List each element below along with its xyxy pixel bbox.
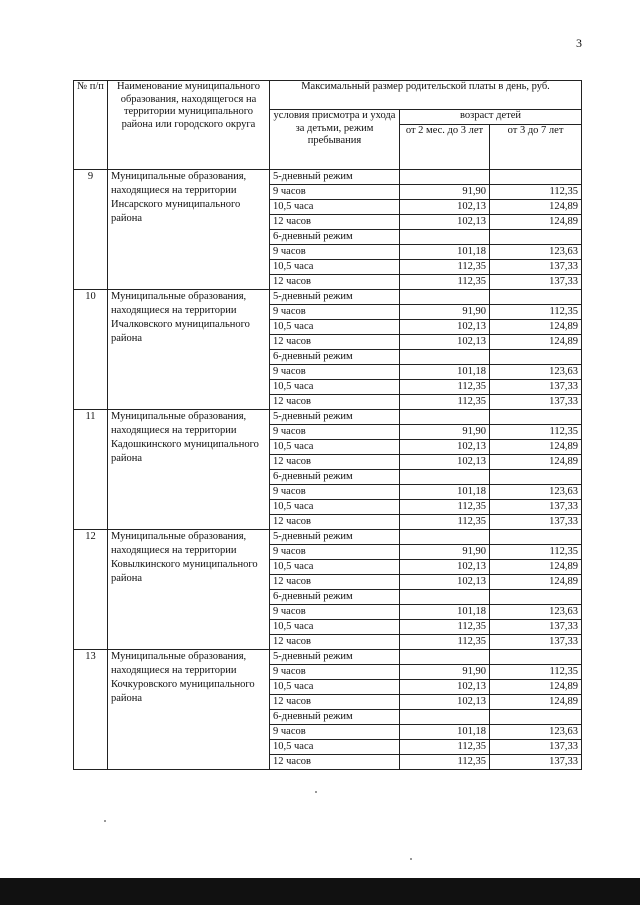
- row-number: 10: [74, 290, 108, 410]
- mode-row: [74, 170, 582, 185]
- fee-under-3-cell: 101,18: [400, 245, 490, 260]
- mode-row: [74, 290, 582, 305]
- fee-under-3-cell: 101,18: [400, 605, 490, 620]
- fee-under-3-cell: 112,35: [400, 515, 490, 530]
- fee-under-3-cell: 112,35: [400, 500, 490, 515]
- scan-speck: [410, 858, 412, 860]
- fee-under-3-cell: 91,90: [400, 425, 490, 440]
- mode-label: 6-дневный режим: [270, 230, 400, 245]
- empty-cell: [490, 350, 582, 365]
- table-body: [74, 170, 582, 770]
- empty-cell: [490, 590, 582, 605]
- condition-cell: 9 часов: [270, 305, 400, 320]
- fee-3-to-7-cell: 124,89: [490, 695, 582, 710]
- fee-3-to-7-cell: 123,63: [490, 365, 582, 380]
- row-number: 9: [74, 170, 108, 290]
- fee-under-3-cell: 112,35: [400, 380, 490, 395]
- mode-label: 5-дневный режим: [270, 170, 400, 185]
- mode-label: 5-дневный режим: [270, 410, 400, 425]
- condition-cell: 12 часов: [270, 515, 400, 530]
- fee-under-3-cell: 102,13: [400, 200, 490, 215]
- fee-under-3-cell: 102,13: [400, 215, 490, 230]
- row-number: 12: [74, 530, 108, 650]
- header-conditions: условия присмотра и ухода за детьми, режим пребывания: [270, 110, 400, 170]
- fee-under-3-cell: 112,35: [400, 620, 490, 635]
- scan-speck: [104, 820, 106, 822]
- fee-3-to-7-cell: 123,63: [490, 605, 582, 620]
- header-age: возраст детей: [400, 110, 582, 125]
- fee-under-3-cell: 101,18: [400, 725, 490, 740]
- fee-under-3-cell: 102,13: [400, 560, 490, 575]
- fee-3-to-7-cell: 112,35: [490, 305, 582, 320]
- empty-cell: [400, 710, 490, 725]
- mode-label: 5-дневный режим: [270, 530, 400, 545]
- condition-cell: 9 часов: [270, 425, 400, 440]
- fee-under-3-cell: 91,90: [400, 305, 490, 320]
- condition-cell: 10,5 часа: [270, 380, 400, 395]
- empty-cell: [490, 530, 582, 545]
- condition-cell: 10,5 часа: [270, 560, 400, 575]
- fee-under-3-cell: 102,13: [400, 695, 490, 710]
- row-number: 13: [74, 650, 108, 770]
- fee-under-3-cell: 101,18: [400, 485, 490, 500]
- condition-cell: 12 часов: [270, 755, 400, 770]
- empty-cell: [490, 170, 582, 185]
- condition-cell: 9 часов: [270, 485, 400, 500]
- condition-cell: 9 часов: [270, 185, 400, 200]
- fee-under-3-cell: 102,13: [400, 455, 490, 470]
- fee-3-to-7-cell: 124,89: [490, 320, 582, 335]
- fee-under-3-cell: 112,35: [400, 755, 490, 770]
- empty-cell: [400, 230, 490, 245]
- fee-3-to-7-cell: 123,63: [490, 245, 582, 260]
- fee-under-3-cell: 102,13: [400, 440, 490, 455]
- scan-edge: [0, 878, 640, 905]
- fee-3-to-7-cell: 112,35: [490, 545, 582, 560]
- parental-fee-table: [73, 80, 582, 770]
- municipality-name: Муниципальные образования, находящиеся на территории Ичалковского муниципального района: [108, 290, 270, 410]
- condition-cell: 12 часов: [270, 575, 400, 590]
- empty-cell: [490, 650, 582, 665]
- empty-cell: [400, 590, 490, 605]
- empty-cell: [400, 410, 490, 425]
- fee-3-to-7-cell: 124,89: [490, 440, 582, 455]
- fee-under-3-cell: 91,90: [400, 665, 490, 680]
- condition-cell: 10,5 часа: [270, 680, 400, 695]
- fee-3-to-7-cell: 112,35: [490, 185, 582, 200]
- fee-3-to-7-cell: 124,89: [490, 560, 582, 575]
- fee-3-to-7-cell: 137,33: [490, 260, 582, 275]
- fee-3-to-7-cell: 137,33: [490, 620, 582, 635]
- empty-cell: [400, 290, 490, 305]
- fee-3-to-7-cell: 112,35: [490, 425, 582, 440]
- fee-3-to-7-cell: 124,89: [490, 200, 582, 215]
- fee-3-to-7-cell: 124,89: [490, 335, 582, 350]
- empty-cell: [490, 290, 582, 305]
- empty-cell: [400, 170, 490, 185]
- fee-3-to-7-cell: 137,33: [490, 380, 582, 395]
- condition-cell: 12 часов: [270, 335, 400, 350]
- condition-cell: 10,5 часа: [270, 200, 400, 215]
- condition-cell: 12 часов: [270, 215, 400, 230]
- fee-under-3-cell: 112,35: [400, 260, 490, 275]
- fee-3-to-7-cell: 137,33: [490, 515, 582, 530]
- fee-3-to-7-cell: 112,35: [490, 665, 582, 680]
- municipality-name: Муниципальные образования, находящиеся на территории Инсарского муниципального района: [108, 170, 270, 290]
- condition-cell: 10,5 часа: [270, 740, 400, 755]
- fee-under-3-cell: 102,13: [400, 320, 490, 335]
- municipality-name: Муниципальные образования, находящиеся на территории Кадошкинского муниципального района: [108, 410, 270, 530]
- condition-cell: 12 часов: [270, 395, 400, 410]
- fee-3-to-7-cell: 123,63: [490, 725, 582, 740]
- municipality-name: Муниципальные образования, находящиеся на территории Ковылкинского муниципального района: [108, 530, 270, 650]
- mode-label: 6-дневный режим: [270, 710, 400, 725]
- header-age-under-3: от 2 мес. до 3 лет: [400, 125, 490, 170]
- header-max-fee: Максимальный размер родительской платы в день, руб.: [270, 81, 582, 110]
- empty-cell: [400, 350, 490, 365]
- mode-row: [74, 650, 582, 665]
- fee-under-3-cell: 91,90: [400, 185, 490, 200]
- condition-cell: 10,5 часа: [270, 440, 400, 455]
- fee-3-to-7-cell: 137,33: [490, 755, 582, 770]
- fee-under-3-cell: 91,90: [400, 545, 490, 560]
- scan-speck: [315, 791, 317, 793]
- fee-under-3-cell: 112,35: [400, 395, 490, 410]
- condition-cell: 9 часов: [270, 365, 400, 380]
- condition-cell: 12 часов: [270, 275, 400, 290]
- fee-under-3-cell: 112,35: [400, 635, 490, 650]
- condition-cell: 12 часов: [270, 635, 400, 650]
- condition-cell: 12 часов: [270, 455, 400, 470]
- condition-cell: 9 часов: [270, 725, 400, 740]
- condition-cell: 9 часов: [270, 245, 400, 260]
- empty-cell: [400, 470, 490, 485]
- fee-3-to-7-cell: 124,89: [490, 680, 582, 695]
- fee-under-3-cell: 112,35: [400, 740, 490, 755]
- fee-3-to-7-cell: 124,89: [490, 455, 582, 470]
- condition-cell: 9 часов: [270, 545, 400, 560]
- empty-cell: [400, 650, 490, 665]
- empty-cell: [490, 410, 582, 425]
- condition-cell: 10,5 часа: [270, 620, 400, 635]
- fee-under-3-cell: 102,13: [400, 575, 490, 590]
- header-age-3-to-7: от 3 до 7 лет: [490, 125, 582, 170]
- condition-cell: 9 часов: [270, 665, 400, 680]
- fee-under-3-cell: 112,35: [400, 275, 490, 290]
- fee-3-to-7-cell: 124,89: [490, 215, 582, 230]
- fee-3-to-7-cell: 137,33: [490, 635, 582, 650]
- mode-label: 6-дневный режим: [270, 470, 400, 485]
- header-num: № п/п: [74, 81, 108, 170]
- condition-cell: 9 часов: [270, 605, 400, 620]
- mode-label: 5-дневный режим: [270, 290, 400, 305]
- table-header: [74, 81, 582, 170]
- fee-3-to-7-cell: 124,89: [490, 575, 582, 590]
- municipality-name: Муниципальные образования, находящиеся на территории Кочкуровского муниципального района: [108, 650, 270, 770]
- mode-row: [74, 410, 582, 425]
- mode-label: 5-дневный режим: [270, 650, 400, 665]
- empty-cell: [490, 710, 582, 725]
- fee-3-to-7-cell: 137,33: [490, 275, 582, 290]
- fee-under-3-cell: 101,18: [400, 365, 490, 380]
- fee-3-to-7-cell: 137,33: [490, 395, 582, 410]
- fee-under-3-cell: 102,13: [400, 680, 490, 695]
- fee-3-to-7-cell: 123,63: [490, 485, 582, 500]
- row-number: 11: [74, 410, 108, 530]
- empty-cell: [490, 470, 582, 485]
- condition-cell: 10,5 часа: [270, 260, 400, 275]
- fee-under-3-cell: 102,13: [400, 335, 490, 350]
- page-number: 3: [576, 36, 582, 50]
- mode-row: [74, 530, 582, 545]
- empty-cell: [400, 530, 490, 545]
- fee-3-to-7-cell: 137,33: [490, 740, 582, 755]
- fee-3-to-7-cell: 137,33: [490, 500, 582, 515]
- condition-cell: 10,5 часа: [270, 320, 400, 335]
- condition-cell: 10,5 часа: [270, 500, 400, 515]
- mode-label: 6-дневный режим: [270, 350, 400, 365]
- mode-label: 6-дневный режим: [270, 590, 400, 605]
- empty-cell: [490, 230, 582, 245]
- header-municipality: Наименование муниципального образования, находящегося на территории муниципального района или городского округа: [108, 81, 270, 170]
- condition-cell: 12 часов: [270, 695, 400, 710]
